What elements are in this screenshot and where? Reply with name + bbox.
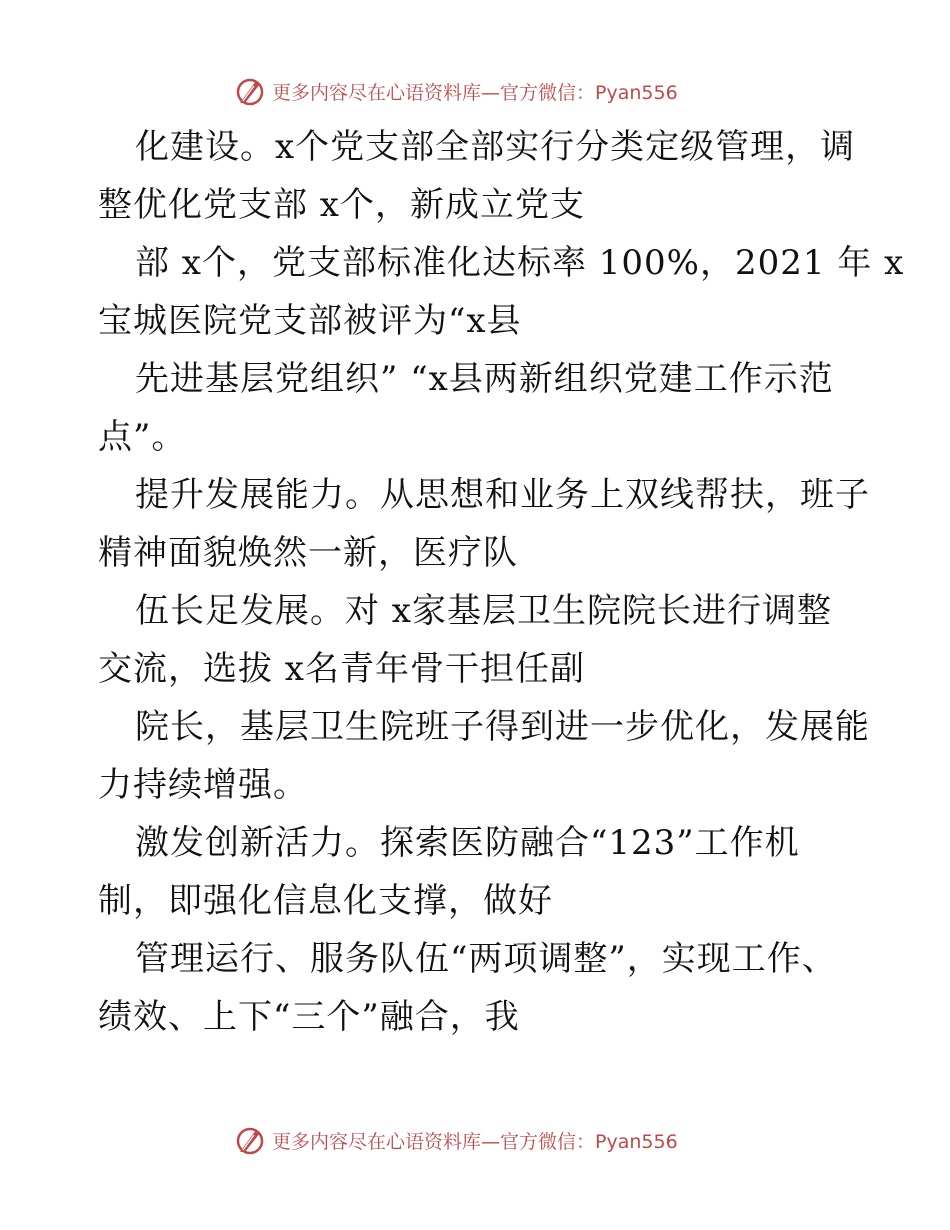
body-line: 先进基层党组织” “x县两新组织党建工作示范 [135, 359, 834, 399]
footer-watermark-banner [234, 1120, 678, 1160]
header-watermark-text: 更多内容尽在心语资料库—官方微信：Pyan556 [272, 81, 678, 104]
body-line: 院长，基层卫生院班子得到进一步优化，发展能 [135, 707, 870, 747]
body-line: 制，即强化信息化支撑，做好 [98, 881, 553, 921]
document-body [98, 118, 905, 1046]
body-line: 伍长足发展。对 x家基层卫生院院长进行调整 [135, 591, 832, 631]
quill-pen-logo-icon [234, 1124, 266, 1156]
header-watermark-banner [234, 71, 678, 111]
body-line: 力持续增强。 [98, 765, 308, 805]
body-line: 激发创新活力。探索医防融合“123”工作机 [135, 823, 800, 863]
body-line: 化建设。x个党支部全部实行分类定级管理，调 [135, 127, 856, 167]
body-line: 点”。 [98, 417, 187, 457]
body-line: 部 x个，党支部标准化达标率 100%，2021 年 x [135, 243, 905, 283]
body-line: 整优化党支部 x个，新成立党支 [98, 185, 585, 225]
body-line: 绩效、上下“三个”融合，我 [98, 997, 520, 1037]
body-line: 管理运行、服务队伍“两项调整”，实现工作、 [135, 939, 837, 979]
body-line: 宝城医院党支部被评为“x县 [98, 301, 522, 341]
quill-pen-logo-icon [234, 75, 266, 107]
body-line: 精神面貌焕然一新，医疗队 [98, 533, 518, 573]
footer-watermark-text: 更多内容尽在心语资料库—官方微信：Pyan556 [272, 1130, 678, 1153]
body-line: 交流，选拔 x名青年骨干担任副 [98, 649, 585, 689]
body-line: 提升发展能力。从思想和业务上双线帮扶，班子 [135, 475, 870, 515]
